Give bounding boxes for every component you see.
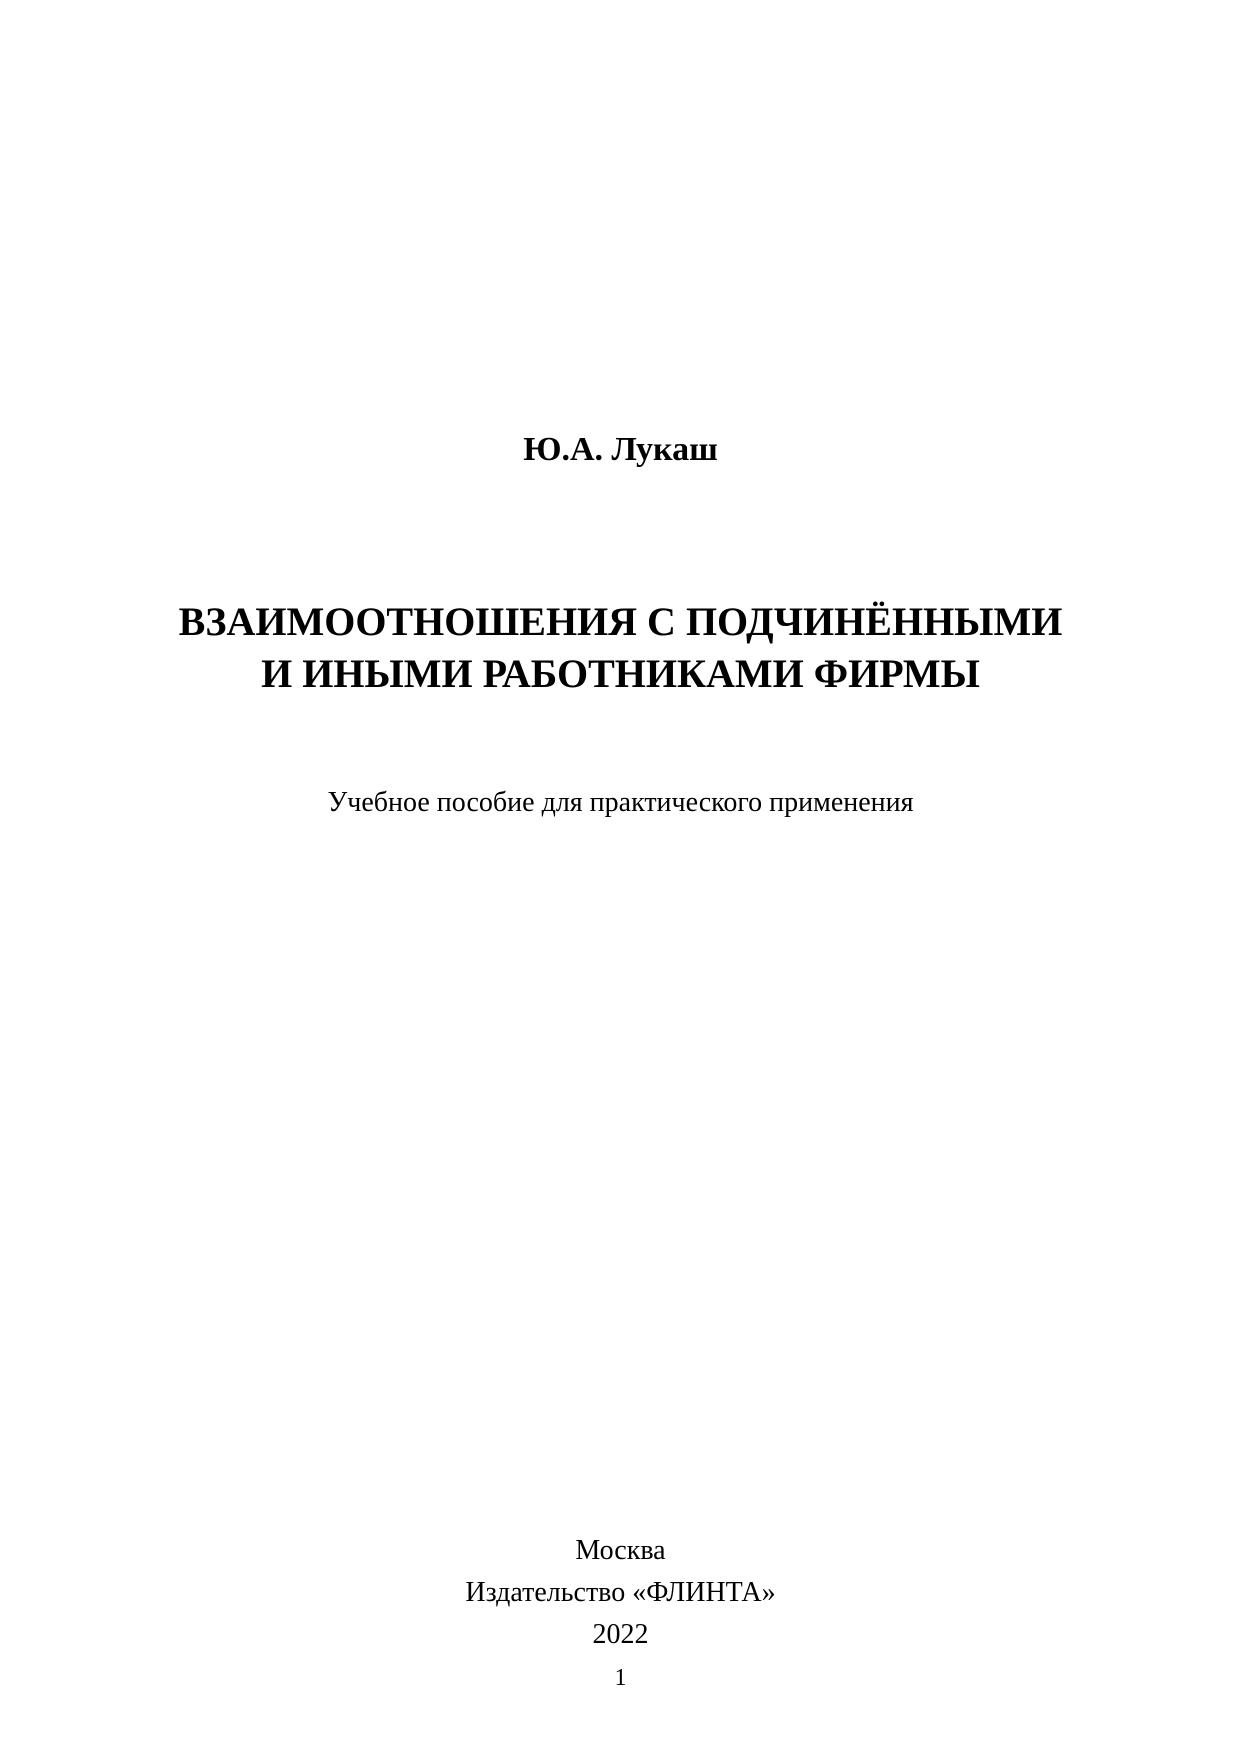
imprint	[0, 1530, 1241, 1656]
author-name: Ю.А. Лукаш	[523, 431, 718, 468]
page-number: 1	[614, 1665, 627, 1691]
book-title-line-2: И ИНЫМИ РАБОТНИКАМИ ФИРМЫ	[261, 651, 980, 696]
book-subtitle: Учебное пособие для практического применения	[327, 787, 914, 818]
imprint-publisher: Издательство «ФЛИНТА»	[465, 1577, 776, 1608]
book-title	[0, 596, 1241, 700]
imprint-year: 2022	[592, 1619, 649, 1650]
imprint-city: Москва	[575, 1535, 666, 1566]
book-title-line-1: ВЗАИМООТНОШЕНИЯ С ПОДЧИНЁННЫМИ	[178, 599, 1063, 644]
